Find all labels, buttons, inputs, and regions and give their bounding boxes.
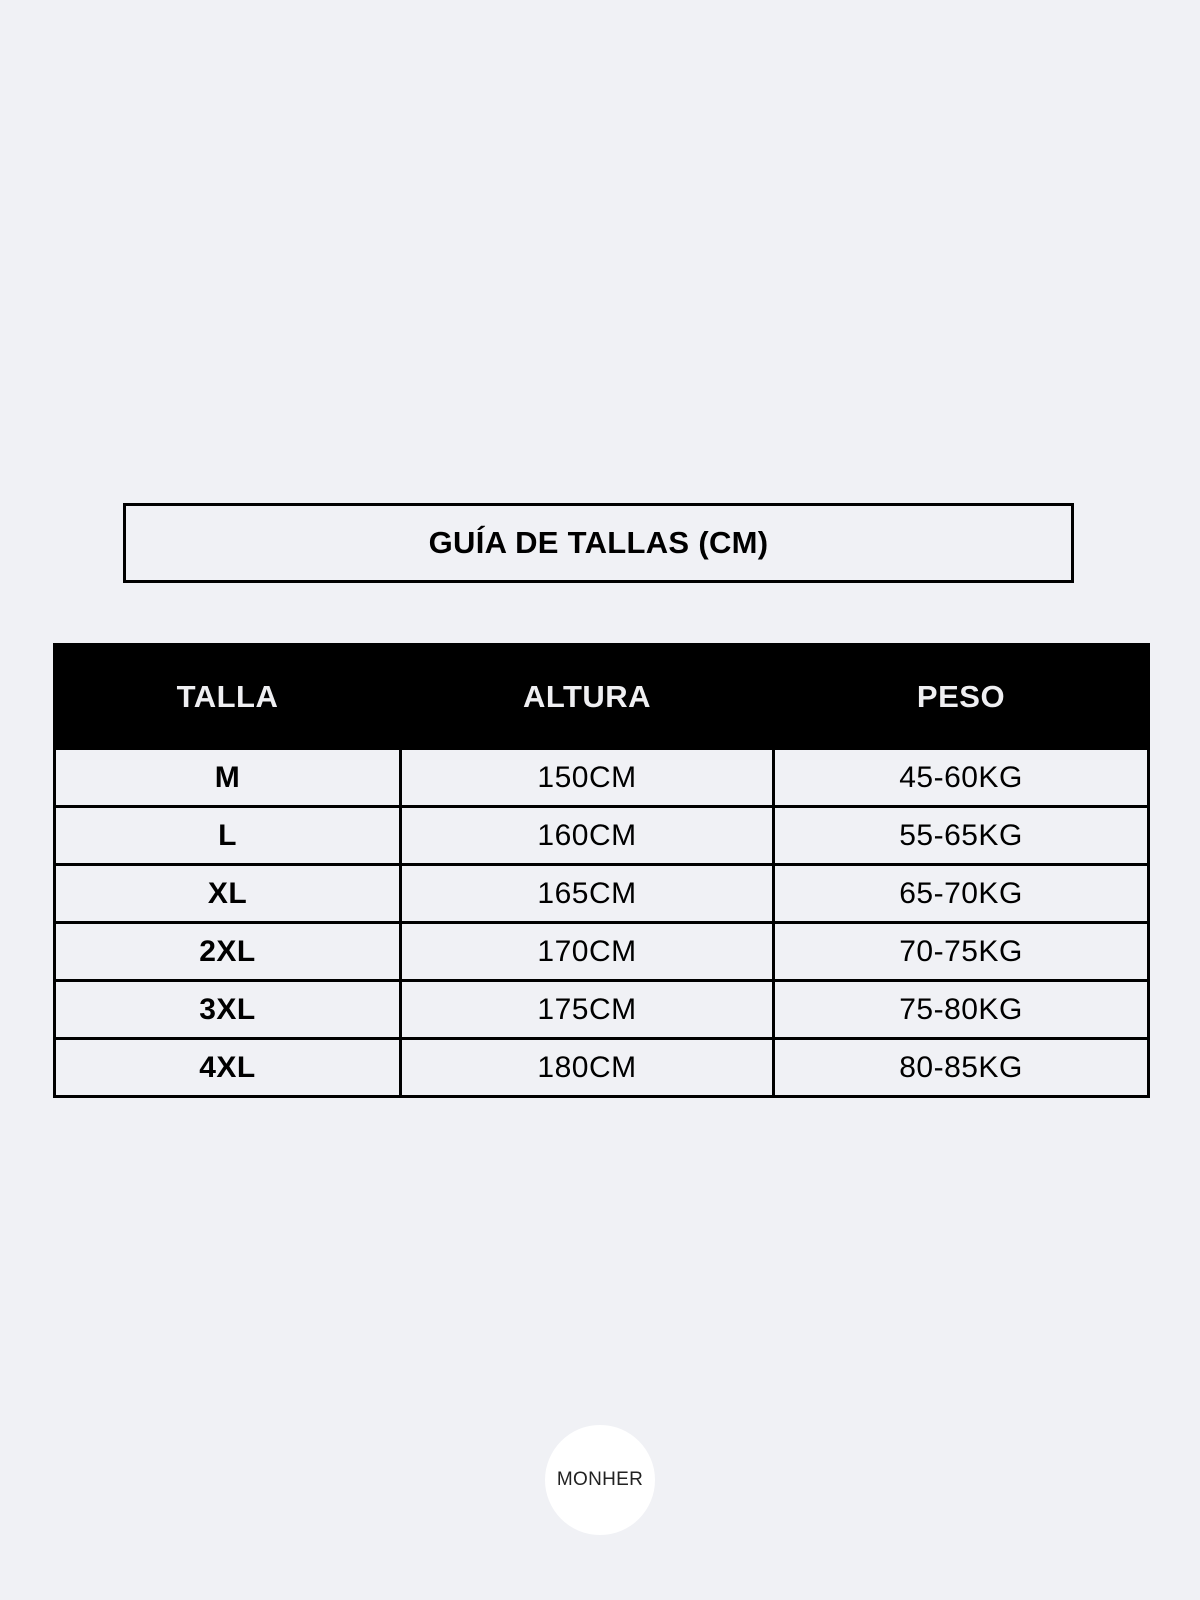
size-cell: M <box>55 749 401 807</box>
height-cell: 180CM <box>401 1039 774 1097</box>
table-header-row <box>55 645 1149 749</box>
table-row <box>55 981 1149 1039</box>
height-cell: 150CM <box>401 749 774 807</box>
height-cell: 170CM <box>401 923 774 981</box>
weight-cell: 70-75KG <box>774 923 1149 981</box>
weight-cell: 45-60KG <box>774 749 1149 807</box>
size-cell: XL <box>55 865 401 923</box>
table-row <box>55 749 1149 807</box>
column-header-altura: ALTURA <box>401 645 774 749</box>
brand-logo <box>545 1425 655 1535</box>
weight-cell: 80-85KG <box>774 1039 1149 1097</box>
table-row <box>55 865 1149 923</box>
weight-cell: 55-65KG <box>774 807 1149 865</box>
page-title: GUÍA DE TALLAS (CM) <box>428 525 769 560</box>
height-cell: 175CM <box>401 981 774 1039</box>
table-row <box>55 1039 1149 1097</box>
table-row <box>55 923 1149 981</box>
column-header-peso: PESO <box>774 645 1149 749</box>
size-guide-title-box <box>123 503 1074 583</box>
size-cell: 2XL <box>55 923 401 981</box>
size-cell: L <box>55 807 401 865</box>
size-cell: 3XL <box>55 981 401 1039</box>
weight-cell: 65-70KG <box>774 865 1149 923</box>
column-header-talla: TALLA <box>55 645 401 749</box>
size-table <box>53 643 1150 1098</box>
height-cell: 160CM <box>401 807 774 865</box>
size-cell: 4XL <box>55 1039 401 1097</box>
table-row <box>55 807 1149 865</box>
weight-cell: 75-80KG <box>774 981 1149 1039</box>
height-cell: 165CM <box>401 865 774 923</box>
brand-logo-text: MONHER <box>556 1469 644 1490</box>
